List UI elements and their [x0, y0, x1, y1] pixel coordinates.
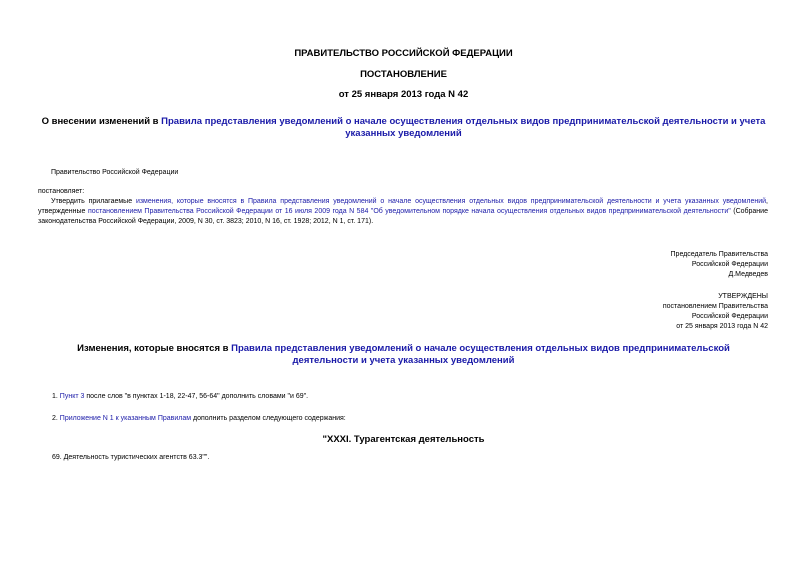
title-rules-link[interactable]: Правила представления уведомлений о начале осуществления отдельных видов предпринимательской деятельности и учета указанных уведомлений: [161, 116, 766, 139]
item-1-text: после слов "в пунктах 1-18, 22-47, 56-64" дополнить словами "и 69".: [84, 393, 309, 400]
item-1-link[interactable]: Пункт 3: [59, 393, 85, 400]
changes-title-prefix: Изменения, которые вносятся в: [77, 343, 232, 354]
p1-text-b: , утвержденные: [38, 198, 768, 215]
item-1-num: 1.: [52, 393, 60, 400]
header-org: ПРАВИТЕЛЬСТВО РОССИЙСКОЙ ФЕДЕРАЦИИ: [294, 48, 513, 59]
p1-text-c: (Собрание законодательства Российской Федерации, 2009, N 30, ст. 3823; 2010, N 16, ст. 1928; 2012, N 1, ст. 171).: [38, 208, 768, 225]
signature-line-2: Российской Федерации: [691, 261, 768, 268]
section-item-69: 69. Деятельность туристических агентств 63.3"".: [52, 454, 210, 461]
approved-line-2: постановлением Правительства: [662, 303, 768, 310]
decides-label: постановляет:: [38, 188, 85, 195]
changes-link[interactable]: изменения, которые вносятся в Правила представления уведомлений о начале осуществления отдельных видов предпринимательской деятельности и учета указанных уведомлений: [135, 198, 767, 205]
approved-line-1: УТВЕРЖДЕНЫ: [718, 293, 768, 300]
item-2: [52, 414, 346, 424]
changes-title: [46, 343, 761, 367]
item-1: [52, 392, 308, 402]
approved-line-3: Российской Федерации: [691, 313, 768, 320]
item-2-link-rules[interactable]: к указанным Правилам: [115, 415, 192, 422]
government-label: Правительство Российской Федерации: [51, 169, 179, 176]
approved-line-4: от 25 января 2013 года N 42: [676, 323, 768, 330]
title-prefix: О внесении изменений в: [41, 116, 162, 127]
paragraph-approve: [38, 197, 768, 227]
signature-line-3: Д.Медведев: [728, 271, 768, 278]
header-date-number: от 25 января 2013 года N 42: [338, 89, 469, 100]
resolution-584-link[interactable]: постановлением Правительства Российской Федерации от 16 июля 2009 года N 584 "Об уведомительном порядке начала осуществления отдельных видов предпринимательской деятельности": [87, 208, 731, 215]
p1-text-a: Утвердить прилагаемые: [51, 198, 136, 205]
changes-title-rules-link[interactable]: Правила представления уведомлений о начале осуществления отдельных видов предпринимательской деятельности и учета указанных уведомлений: [231, 343, 730, 366]
section-heading: "XXXI. Турагентская деятельность: [322, 434, 485, 445]
document-title: [36, 116, 771, 140]
item-2-num: 2.: [52, 415, 60, 422]
item-2-link-appendix[interactable]: Приложение N 1: [59, 415, 114, 422]
header-doc-type: ПОСТАНОВЛЕНИЕ: [360, 69, 447, 80]
signature-line-1: Председатель Правительства: [670, 251, 768, 258]
item-2-text: дополнить разделом следующего содержания:: [191, 415, 346, 422]
